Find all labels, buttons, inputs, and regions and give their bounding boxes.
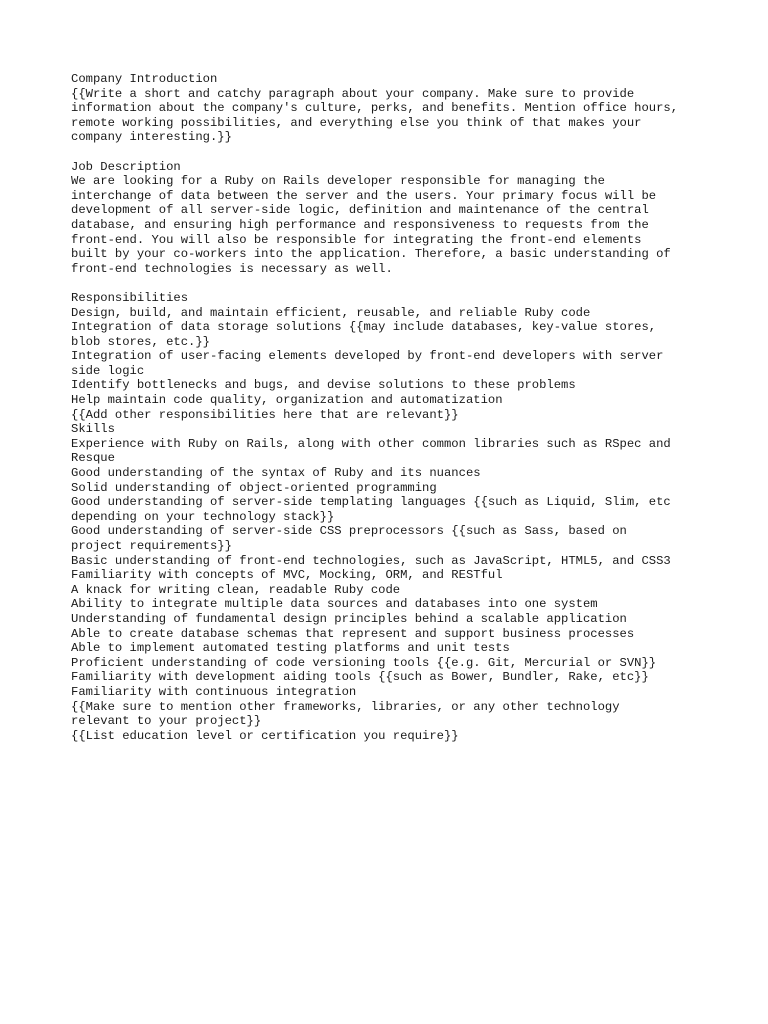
company-intro-section — [71, 72, 711, 145]
job-description-line: front-end technologies is necessary as well. — [71, 261, 393, 276]
responsibility-line: Help maintain code quality, organization and automatization — [71, 393, 503, 408]
skill-line: A knack for writing clean, readable Ruby code — [71, 582, 401, 597]
skill-line: project requirements}} — [71, 539, 232, 553]
job-description-line: development of all server-side logic, definition and maintenance of the central — [71, 203, 649, 218]
skill-line: Good understanding of server-side templating languages {{such as Liquid, Slim, etc — [71, 495, 671, 510]
section-spacer — [71, 276, 711, 291]
skills-heading: Skills — [71, 422, 115, 437]
responsibilities-heading: Responsibilities — [71, 290, 189, 305]
skill-line: Good understanding of server-side CSS preprocessors {{such as Sass, based on — [71, 524, 627, 539]
section-spacer — [71, 145, 711, 160]
responsibility-line: {{Add other responsibilities here that are relevant}} — [71, 407, 459, 422]
responsibility-line: Design, build, and maintain efficient, reusable, and reliable Ruby code — [71, 305, 591, 320]
company-intro-line: information about the company's culture, perks, and benefits. Mention office hours, — [71, 101, 679, 116]
responsibility-line: Identify bottlenecks and bugs, and devise solutions to these problems — [71, 378, 576, 393]
responsibility-line: side logic — [71, 363, 145, 378]
skill-line: Resque — [71, 451, 115, 466]
job-description-section — [71, 160, 711, 277]
job-description-line: interchange of data between the server and the users. Your primary focus will be — [71, 188, 657, 203]
skill-line: Proficient understanding of code versioning tools {{e.g. Git, Mercurial or SVN}} — [71, 655, 657, 670]
job-description-line: front-end. You will also be responsible for integrating the front-end elements — [71, 232, 642, 247]
skill-line: Able to implement automated testing platforms and unit tests — [71, 641, 510, 656]
skill-line: Basic understanding of front-end technologies, such as JavaScript, HTML5, and CSS3 — [71, 553, 671, 568]
skills-section — [71, 422, 711, 743]
job-description-line: built by your co-workers into the application. Therefore, a basic understanding of — [71, 247, 671, 262]
skill-line: Good understanding of the syntax of Ruby and its nuances — [71, 466, 481, 481]
skill-line: Familiarity with concepts of MVC, Mocking, ORM, and RESTful — [71, 568, 503, 583]
responsibilities-section — [71, 291, 711, 422]
company-intro-line: company interesting.}} — [71, 130, 232, 145]
skill-line: Experience with Ruby on Rails, along with other common libraries such as RSpec and — [71, 436, 671, 451]
document-page — [71, 72, 711, 743]
skill-line: depending on your technology stack}} — [71, 509, 335, 524]
skill-line: {{Make sure to mention other frameworks, libraries, or any other technology — [71, 699, 620, 714]
skill-line: Familiarity with continuous integration — [71, 684, 357, 699]
responsibility-line: Integration of data storage solutions {{may include databases, key-value stores, — [71, 320, 657, 335]
skill-line: Able to create database schemas that represent and support business processes — [71, 626, 635, 641]
job-description-heading: Job Description — [71, 159, 181, 174]
job-description-line: We are looking for a Ruby on Rails developer responsible for managing the — [71, 174, 605, 189]
skill-line: Ability to integrate multiple data sources and databases into one system — [71, 597, 598, 612]
skill-line: relevant to your project}} — [71, 714, 262, 729]
job-description-line: database, and ensuring high performance and responsiveness to requests from the — [71, 217, 649, 232]
skill-line: Familiarity with development aiding tools {{such as Bower, Bundler, Rake, etc}} — [71, 670, 649, 685]
company-intro-heading: Company Introduction — [71, 72, 218, 86]
company-intro-line: {{Write a short and catchy paragraph about your company. Make sure to provide — [71, 86, 635, 101]
skill-line: Solid understanding of object-oriented programming — [71, 480, 437, 495]
skill-line: Understanding of fundamental design principles behind a scalable application — [71, 611, 627, 626]
responsibility-line: Integration of user-facing elements developed by front-end developers with server — [71, 349, 664, 364]
company-intro-line: remote working possibilities, and everything else you think of that makes your — [71, 115, 642, 130]
responsibility-line: blob stores, etc.}} — [71, 334, 210, 349]
skill-line: {{List education level or certification you require}} — [71, 728, 459, 743]
